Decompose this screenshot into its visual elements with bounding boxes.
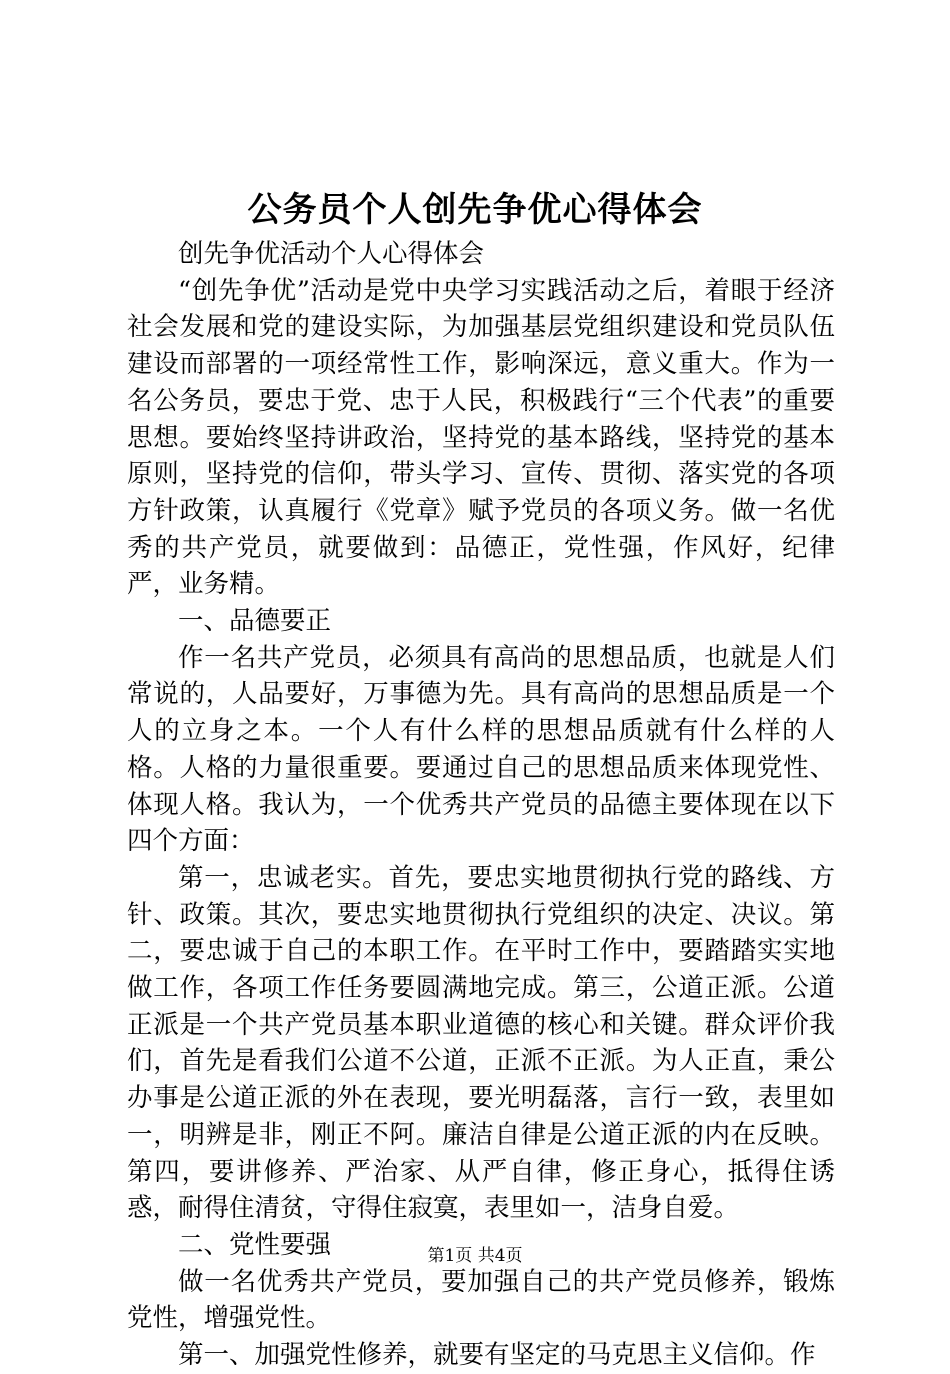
body-paragraph: 第一，忠诚老实。首先，要忠实地贯彻执行党的路线、方针、政策。其次，要忠实地贯彻执行党组织的决定、决议。第二，要忠诚于自己的本职工作。在平时工作中，要踏踏实实地做工作，各项工作任务要圆满地完成。第三，公道正派。公道正派是一个共产党员基本职业道德的核心和关键。群众评价我们，首先是看我们公道不公道，正派不正派。为人正直，秉公办事是公道正派的外在表现，要光明磊落，言行一致，表里如一，明辨是非，刚正不阿。廉洁自律是公道正派的内在反映。第四，要讲修养、严治家、从严自律，修正身心，抵得住诱惑，耐得住清贫，守得住寂寞，表里如一，洁身自爱。	[127, 862, 835, 1224]
body-paragraph: 第一、加强党性修养，就要有坚定的马克思主义信仰。作	[178, 1340, 816, 1371]
page-footer: 第1页 共4页	[427, 1246, 523, 1266]
document-body	[127, 236, 835, 1374]
subtitle-paragraph: 创先争优活动个人心得体会	[178, 239, 485, 269]
body-paragraph: 作一名共产党员，必须具有高尚的思想品质，也就是人们常说的，人品要好，万事德为先。具有高尚的思想品质是一个人的立身之本。一个人有什么样的思想品质就有什么样的人格。人格的力量很重要。要通过自己的思想品质来体现党性、体现人格。我认为，一个优秀共产党员的品德主要体现在以下四个方面：	[127, 642, 835, 857]
document-title: 公务员个人创先争优心得体会	[247, 190, 703, 230]
section-heading-2: 二、党性要强	[178, 1229, 332, 1260]
section-heading-1: 一、品德要正	[178, 606, 332, 637]
intro-paragraph: “创先争优”活动是党中央学习实践活动之后，着眼于经济社会发展和党的建设实际，为加强基层党组织建设和党员队伍建设而部署的一项经常性工作，影响深远，意义重大。作为一名公务员，要忠于党、忠于人民，积极践行“三个代表”的重要思想。要始终坚持讲政治，坚持党的基本路线，坚持党的基本原则，坚持党的信仰，带头学习、宣传、贯彻、落实党的各项方针政策，认真履行《党章》赋予党员的各项义务。做一名优秀的共产党员，就要做到：品德正，党性强，作风好，纪律严，业务精。	[127, 275, 835, 600]
body-paragraph: 做一名优秀共产党员，要加强自己的共产党员修养，锻炼党性，增强党性。	[127, 1266, 835, 1334]
